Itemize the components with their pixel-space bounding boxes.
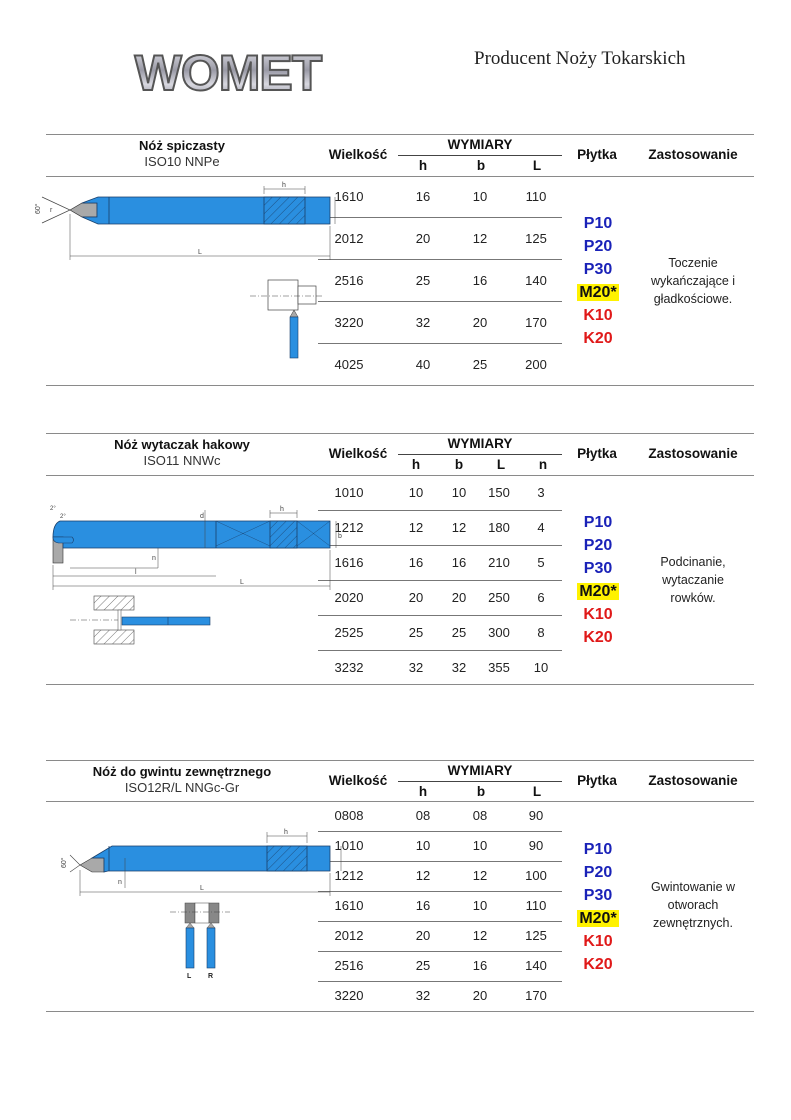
svg-text:b: b — [338, 533, 342, 540]
svg-text:l: l — [135, 569, 137, 576]
svg-text:n: n — [152, 555, 156, 562]
pointed-tool-drawing — [30, 176, 320, 391]
svg-text:2°: 2° — [60, 514, 66, 520]
boring-tool-drawing — [30, 480, 342, 685]
col-L: L — [532, 158, 542, 173]
svg-text:L: L — [198, 249, 202, 256]
svg-text:L: L — [200, 885, 204, 892]
tool-code: ISO12R/L NNGc-Gr — [124, 780, 240, 795]
col-insert: Płytka — [577, 147, 617, 162]
svg-text:h: h — [282, 182, 286, 189]
col-b: b — [476, 784, 486, 799]
tool-code: ISO11 NNWc — [143, 453, 221, 468]
col-insert: Płytka — [577, 446, 617, 461]
insert-grades: P10 P20 P30 M20* K10 K20 — [579, 514, 617, 646]
table-header — [46, 134, 754, 176]
tool-code: ISO10 NNPe — [144, 154, 220, 169]
svg-text:r: r — [50, 207, 53, 214]
womet-logo — [128, 38, 328, 100]
col-application: Zastosowanie — [648, 446, 738, 461]
insert-grades: P10 P20 P30 M20* K10 K20 — [579, 215, 617, 347]
svg-text:WOMET: WOMET — [134, 45, 322, 101]
tagline: Producent Noży Tokarskich — [474, 48, 686, 69]
col-size: Wielkość — [328, 773, 388, 788]
col-h: h — [411, 457, 421, 472]
col-dims-group: WYMIARY — [447, 137, 513, 152]
section-boring-tool: Nóż wytaczak hakowy ISO11 NNWc Wielkość WYMIARY h b L n Płytka Zastosowanie 1010 10 10 150 3 1212 12 12 180 4 1616 16 16 210 5 2020 20 20 250 6 2525 25 25 300 8 3232 32 32 355 10 P10 P20 P30 M20* K10 K20 Podcinanie, wytaczanie rowków. 2° 2° h b d n l L — [46, 433, 754, 685]
svg-text:L: L — [240, 579, 244, 586]
svg-text:R: R — [208, 973, 214, 980]
col-insert: Płytka — [577, 773, 617, 788]
section-bottom-rule — [46, 385, 754, 386]
svg-text:h: h — [280, 506, 284, 513]
col-L: L — [496, 457, 506, 472]
col-h: h — [418, 158, 428, 173]
tool-title: Nóż wytaczak hakowy — [114, 437, 250, 452]
svg-text:60°: 60° — [61, 857, 68, 868]
application-text: Podcinanie, wytaczanie rowków. — [660, 555, 726, 605]
insert-grades: P10 P20 P30 M20* K10 K20 — [579, 841, 617, 973]
svg-text:h: h — [284, 829, 288, 836]
svg-text:n: n — [118, 879, 122, 886]
col-size: Wielkość — [328, 446, 388, 461]
col-L: L — [532, 784, 542, 799]
col-h: h — [418, 784, 428, 799]
col-application: Zastosowanie — [648, 147, 738, 162]
application-text: Toczenie wykańczające i gładkościowe. — [650, 256, 736, 306]
svg-text:d: d — [200, 513, 204, 520]
col-b: b — [476, 158, 486, 173]
table-header — [46, 433, 754, 475]
thread-tool-drawing — [30, 810, 320, 995]
svg-text:2°: 2° — [50, 506, 56, 512]
svg-text:L: L — [187, 973, 192, 980]
application-text: Gwintowanie w otworach zewnętrznych. — [650, 880, 736, 930]
col-size: Wielkość — [328, 147, 388, 162]
table-header — [46, 760, 754, 802]
section-thread-tool: Nóż do gwintu zewnętrznego ISO12R/L NNGc-Gr Wielkość WYMIARY h b L Płytka Zastosowanie 0808 08 08 90 1010 10 10 90 1212 12 12 100 1610 16 10 110 2012 20 12 125 2516 25 16 140 3220 32 20 170 P10 P20 P30 M20* K10 K20 Gwintowanie w otworach zewnętrznych. 60° h n L L R — [46, 760, 754, 1012]
svg-text:60°: 60° — [35, 203, 42, 214]
tool-title: Nóż spiczasty — [139, 138, 225, 153]
tool-title: Nóż do gwintu zewnętrznego — [92, 764, 272, 779]
col-dims-group: WYMIARY — [447, 436, 513, 451]
col-n: n — [538, 457, 548, 472]
col-dims-group: WYMIARY — [447, 763, 513, 778]
col-b: b — [454, 457, 464, 472]
section-pointed-tool: Nóż spiczasty ISO10 NNPe Wielkość WYMIARY h b L Płytka Zastosowanie 1610 16 10 110 2012 20 12 125 2516 25 16 140 3220 32 20 170 4025 40 25 200 P10 P20 P30 M20* K10 K20 Toczenie wykańczające i gładkościowe. 60° r h L — [46, 134, 754, 386]
col-application: Zastosowanie — [648, 773, 738, 788]
